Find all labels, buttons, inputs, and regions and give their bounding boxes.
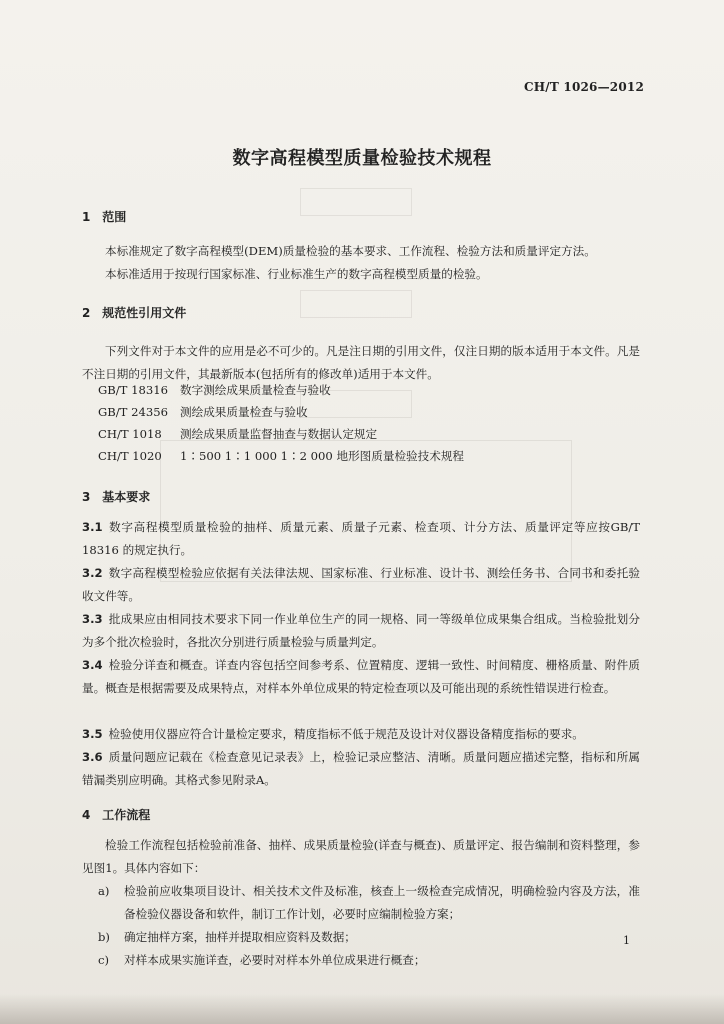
list-text: 检验前应收集项目设计、相关技术文件及标准，核查上一级检查完成情况，明确检验内容及方法，准备检验仪器设备和软件，制订工作计划，必要时应编制检验方案；	[124, 884, 640, 921]
list-text: 确定抽样方案，抽样并提取相应资料及数据；	[124, 930, 356, 944]
section-number: 2	[82, 306, 91, 320]
clause-number: 3.4	[82, 658, 103, 672]
page-number: 1	[623, 934, 630, 947]
paragraph: 本标准适用于按现行国家标准、行业标准生产的数字高程模型质量的检验。	[105, 267, 488, 281]
document-title: 数字高程模型质量检验技术规程	[232, 148, 492, 169]
reference-item	[98, 404, 308, 420]
clause-text: 数字高程模型检验应依据有关法律法规、国家标准、行业标准、设计书、测绘任务书、合同书和委托验收文件等。	[82, 566, 640, 603]
list-label: b)	[98, 930, 110, 944]
clause	[82, 654, 640, 700]
list-item	[98, 949, 640, 972]
list-item	[98, 880, 640, 926]
section-number: 1	[82, 210, 91, 224]
list-text: 对样本成果实施详查，必要时对样本外单位成果进行概查；	[124, 953, 426, 967]
reference-item	[98, 382, 331, 398]
clause-number: 3.1	[82, 520, 103, 534]
paragraph: 检验工作流程包括检验前准备、抽样、成果质量检验(详查与概查)、质量评定、报告编制和资料整理，参见图1。具体内容如下：	[82, 838, 640, 875]
section-number: 4	[82, 808, 91, 822]
clause-text: 检验使用仪器应符合计量检定要求，精度指标不低于规范及设计对仪器设备精度指标的要求。	[108, 727, 584, 741]
clause-text: 检验分详查和概查。详查内容包括空间参考系、位置精度、逻辑一致性、时间精度、栅格质量、附件质量。概查是根据需要及成果特点，对样本外单位成果的特定检查项以及可能出现的系统性错误进行检查。	[82, 658, 640, 695]
clause	[82, 516, 640, 562]
standard-code: CH/T 1026—2012	[524, 80, 644, 94]
list-label: a)	[98, 884, 110, 898]
section-heading-scope	[82, 208, 126, 225]
reference-item	[98, 426, 377, 442]
clause-number: 3.3	[82, 612, 103, 626]
reference-code: CH/T 1018	[98, 427, 162, 441]
section-number: 3	[82, 490, 91, 504]
section-heading-normative-references	[82, 304, 186, 321]
section-title: 工作流程	[102, 808, 151, 822]
list-label: c)	[98, 953, 110, 967]
list-item	[98, 926, 640, 949]
paragraph: 下列文件对于本文件的应用是必不可少的。凡是注日期的引用文件，仅注日期的版本适用于本文件。凡是不注日期的引用文件，其最新版本(包括所有的修改单)适用于本文件。	[82, 344, 640, 381]
reference-title: 测绘成果质量检查与验收	[180, 405, 308, 419]
section-title: 范围	[102, 210, 127, 224]
reference-code: CH/T 1020	[98, 449, 162, 463]
clause	[82, 562, 640, 608]
section-title: 基本要求	[102, 490, 151, 504]
clause-text: 质量问题应记载在《检查意见记录表》上，检验记录应整洁、清晰。质量问题应描述完整，指标和所属错漏类别应明确。其格式参见附录A。	[82, 750, 640, 787]
clause	[82, 608, 640, 654]
clause-number: 3.2	[82, 566, 103, 580]
section-title: 规范性引用文件	[102, 306, 187, 320]
section-heading-workflow	[82, 806, 150, 823]
clause-text: 数字高程模型质量检验的抽样、质量元素、质量子元素、检查项、计分方法、质量评定等应按GB/T 18316 的规定执行。	[82, 520, 640, 557]
bleed-through-box	[300, 290, 412, 318]
clause-number: 3.6	[82, 750, 103, 764]
clause-text: 批成果应由相同技术要求下同一作业单位生产的同一规格、同一等级单位成果集合组成。当检验批划分为多个批次检验时，各批次分别进行质量检验与质量判定。	[82, 612, 640, 649]
clause	[82, 723, 640, 746]
reference-code: GB/T 18316	[98, 383, 168, 397]
section-heading-basic-requirements	[82, 488, 150, 505]
reference-item	[98, 448, 464, 464]
clause	[82, 746, 640, 792]
reference-code: GB/T 24356	[98, 405, 168, 419]
clause-number: 3.5	[82, 727, 103, 741]
paragraph: 本标准规定了数字高程模型(DEM)质量检验的基本要求、工作流程、检验方法和质量评定方法。	[105, 244, 596, 258]
bleed-through-box	[300, 188, 412, 216]
reference-title: 数字测绘成果质量检查与验收	[180, 383, 331, 397]
reference-title: 1∶500 1∶1 000 1∶2 000 地形图质量检验技术规程	[180, 449, 465, 463]
reference-title: 测绘成果质量监督抽查与数据认定规定	[180, 427, 378, 441]
